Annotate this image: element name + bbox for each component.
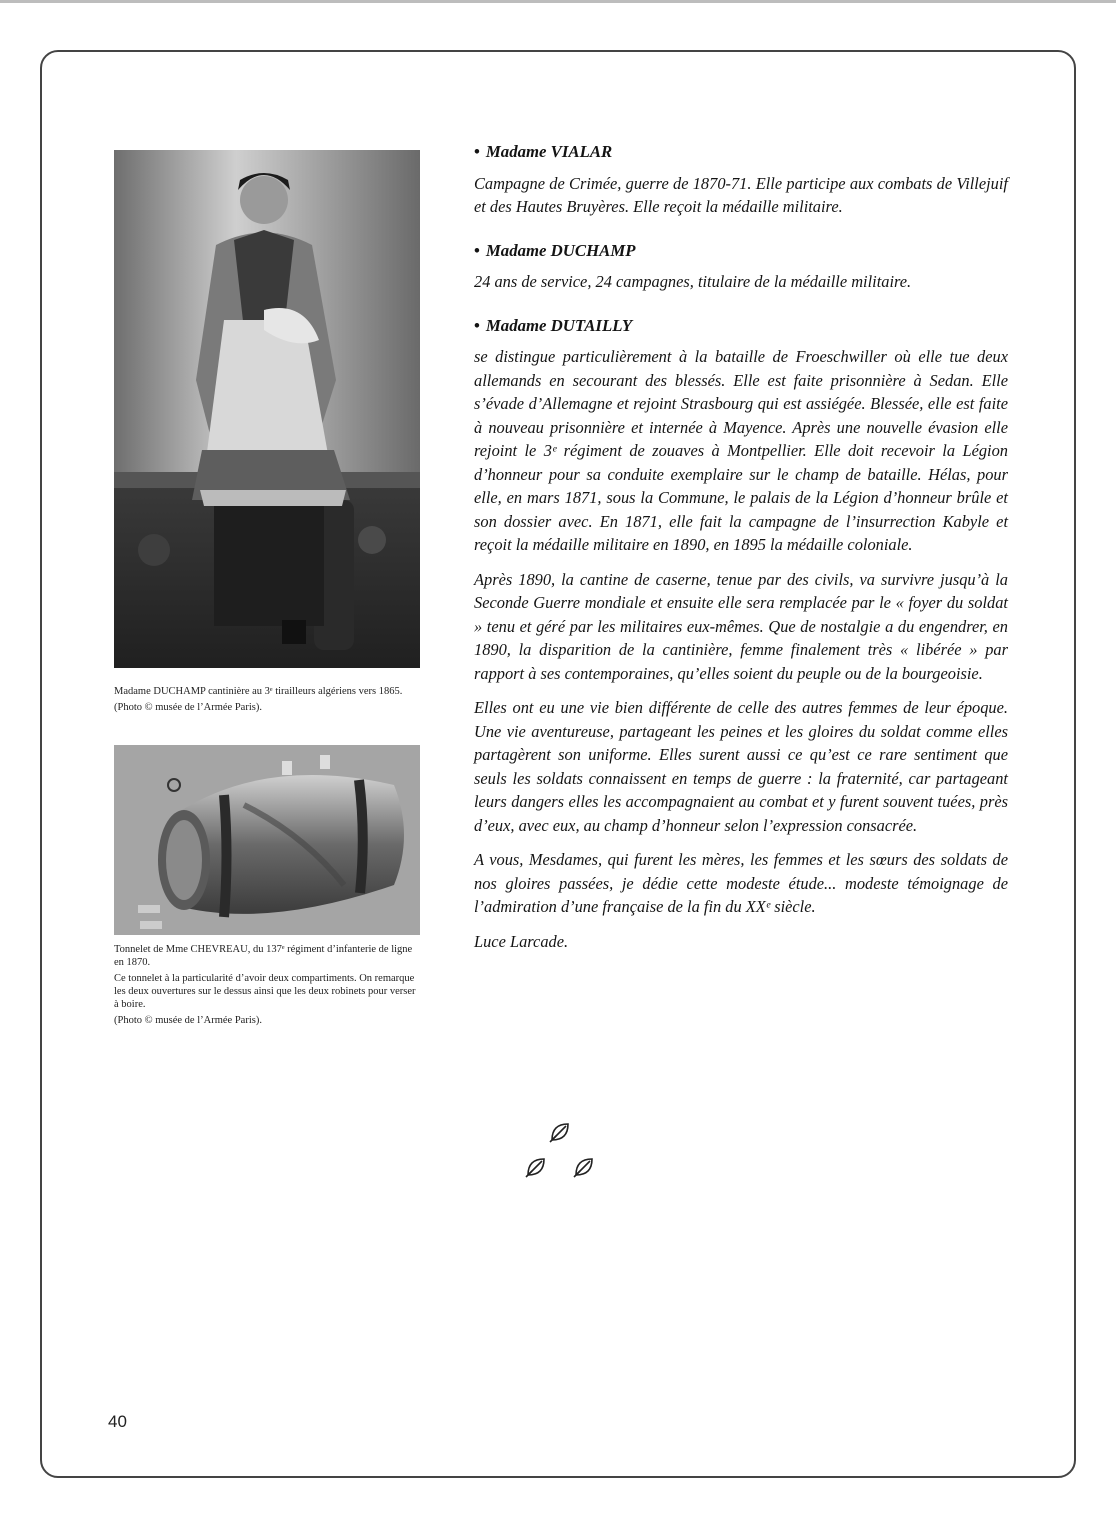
portrait-photo-credit: (Photo © musée de l’Armée Paris). — [114, 702, 262, 713]
paragraph-dedicace: A vous, Mesdames, qui furent les mères, les femmes et les sœurs des soldats de nos gloires passées, je dédie cette modeste étude... modeste témoignage de l’admiration d’une française de la fin du XXᵉ siècle. — [474, 850, 1008, 916]
main-text-column — [474, 140, 1008, 964]
portrait-caption-text: Madame DUCHAMP cantinière au 3ᵉ tirailleurs algériens vers 1865. — [114, 686, 403, 697]
section-vialar — [474, 140, 1008, 219]
barrel-caption — [114, 943, 420, 1030]
page-number: 40 — [108, 1412, 127, 1431]
bullet-icon: • — [474, 240, 480, 260]
portrait-photo — [114, 150, 420, 668]
author-signature: Luce Larcade. — [474, 931, 569, 951]
scan-edge-line — [0, 0, 1116, 3]
barrel-photo-credit: (Photo © musée de l’Armée Paris). — [114, 1015, 262, 1026]
section-text: se distingue particulièrement à la bataille de Froeschwiller où elle tue deux allemands en secourant des blessés. Elle est faite prisonnière à Sedan. Elle s’évade d’Allemagne et rejoint Strasbourg qui est assiégée. Blessée, elle est faite à nouveau prisonnière et internée à Mayence. Après une nouvelle évasion elle rejoint le 3ᵉ régiment de zouaves à Montpellier. Elle doit recevoir la Légion d’honneur pour sa conduite exemplaire sur le champ de bataille. Hélas, pour elle, en mars 1871, sous la Commune, le palais de la Légion d’honneur brûle et son dossier avec. En 1871, elle fait la campagne de l’insurrection Kabyle et reçoit la médaille militaire en 1890, en 1895 la médaille coloniale. — [474, 347, 1008, 554]
section-heading: • Madame VIALAR — [474, 142, 613, 161]
barrel-caption-description: Ce tonnelet à la particularité d’avoir deux compartiments. On remarque les deux ouvertures sur le dessus ainsi que les deux robinets pour verser à boire. — [114, 973, 416, 1010]
section-text: 24 ans de service, 24 campagnes, titulaire de la médaille militaire. — [474, 272, 912, 291]
paragraph-vie: Elles ont eu une vie bien différente de celle des autres femmes de leur époque. Une vie aventureuse, partageant les peines et les gloires du soldat comme elles partagèrent son uniforme. Elles surent aussi ce qu’est ce rare sentiment que seuls les soldats connaissent en temps de guerre : la fraternité, car partageant leurs dangers elles les accompagnaient au combat et y furent souvent tuées, près d’eux, avec eux, au champ d’honneur selon l’expression consacrée. — [474, 698, 1008, 835]
bullet-icon: • — [474, 142, 480, 161]
section-heading: • Madame DUTAILLY — [474, 315, 633, 335]
section-duchamp — [474, 239, 1008, 294]
section-dutailly — [474, 314, 1008, 557]
paragraph-cantine: Après 1890, la cantine de caserne, tenue par des civils, va survivre jusqu’à la Seconde Guerre mondiale et ensuite elle sera remplacée par le « foyer du soldat » tenu et géré par les militaires eux-mêmes. Que de nostalgie a du engendrer, en 1890, la disparition de la cantinière, femme finalement très « libérée » par rapport à ses contemporaines, qu’elles soient du peuple ou de la bourgeoisie. — [474, 569, 1008, 683]
portrait-caption — [114, 685, 420, 717]
section-heading: • Madame DUCHAMP — [474, 240, 636, 260]
barrel-photo — [114, 745, 420, 935]
section-text: Campagne de Crimée, guerre de 1870-71. Elle participe aux combats de Villejuif et des Hautes Bruyères. Elle reçoit la médaille militaire. — [474, 173, 1008, 216]
bullet-icon: • — [474, 315, 480, 335]
barrel-caption-title: Tonnelet de Mme CHEVREAU, du 137ᵉ régiment d’infanterie de ligne en 1870. — [114, 944, 413, 968]
